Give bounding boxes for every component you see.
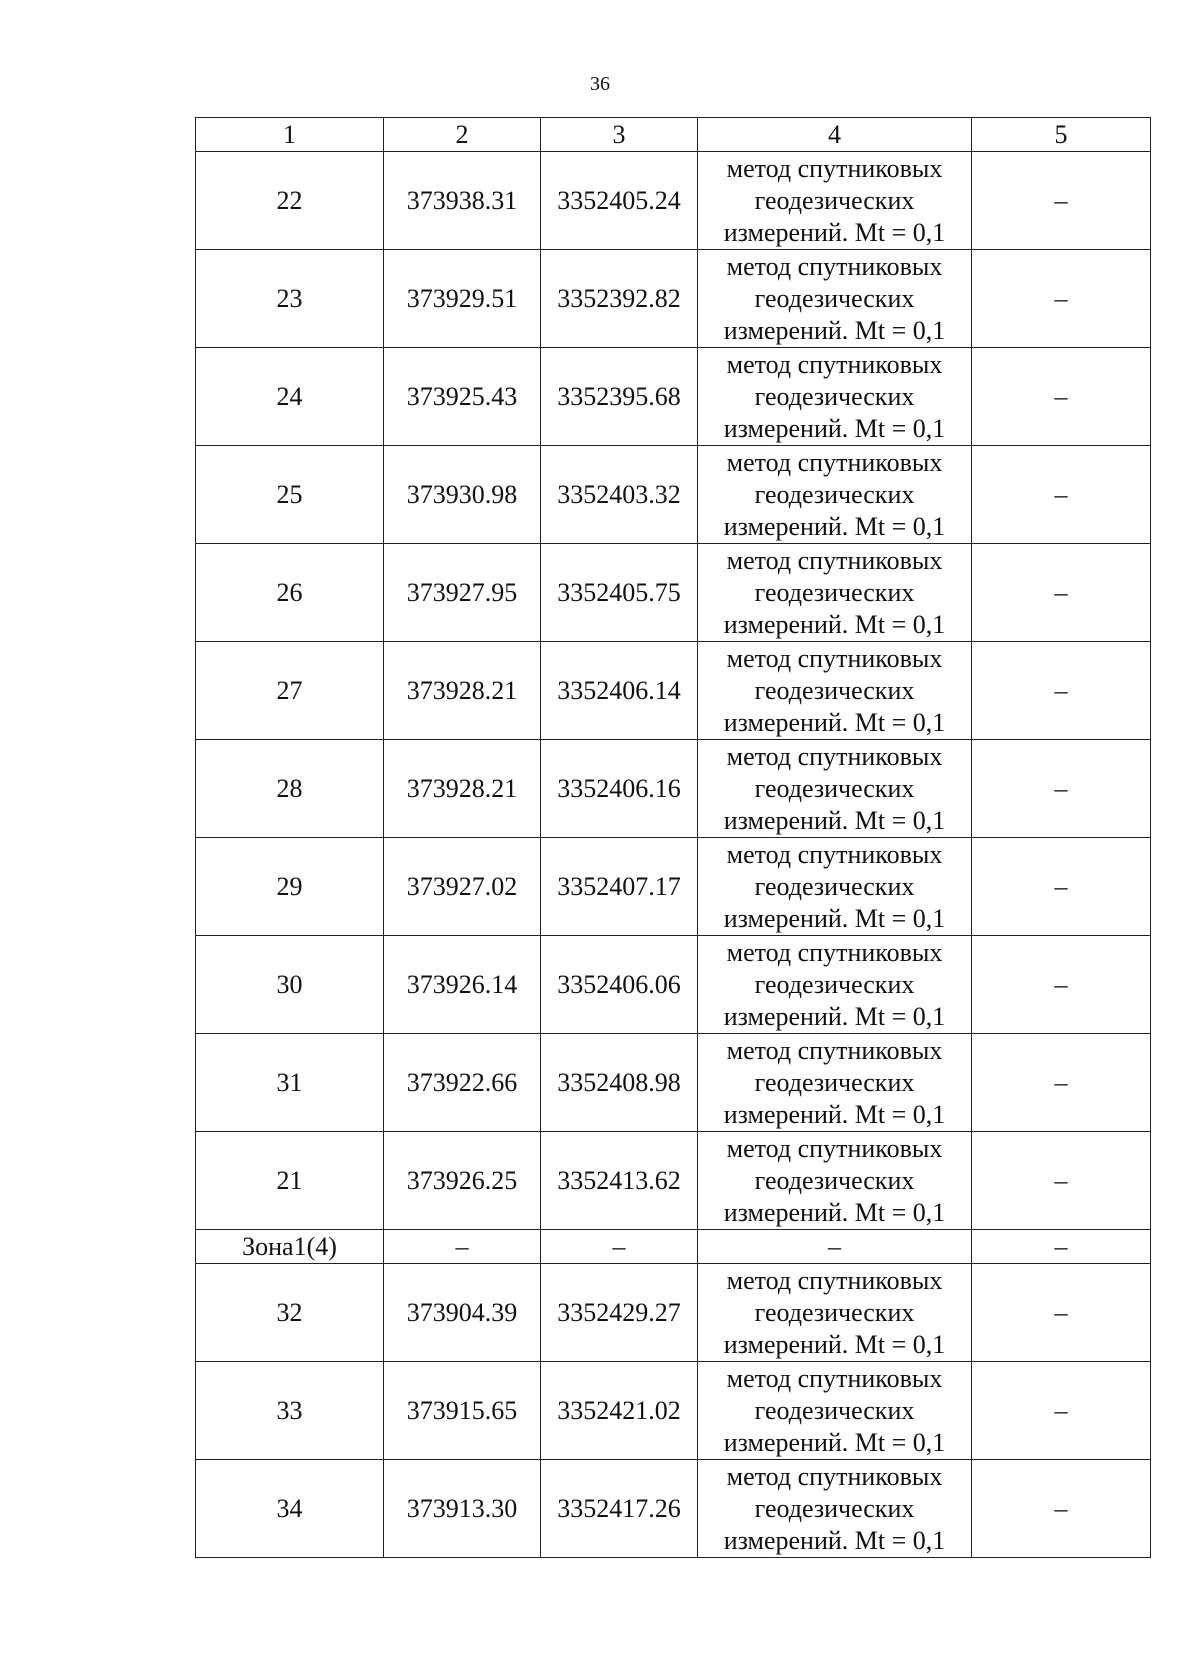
y-coordinate-cell: 3352408.98 [541, 1034, 698, 1132]
note-cell: – [972, 1034, 1151, 1132]
coordinates-table [195, 117, 1151, 1558]
header-cell-3: 3 [541, 118, 698, 152]
table-row [196, 642, 1151, 740]
y-coordinate-cell: 3352395.68 [541, 348, 698, 446]
point-cell: 32 [196, 1264, 384, 1362]
point-cell: 25 [196, 446, 384, 544]
point-cell: 24 [196, 348, 384, 446]
y-coordinate-cell: 3352417.26 [541, 1460, 698, 1558]
x-coordinate-cell: 373913.30 [384, 1460, 541, 1558]
method-cell: метод спутниковых геодезических измерений. Mt = 0,1 [698, 250, 972, 348]
y-coordinate-cell: 3352406.06 [541, 936, 698, 1034]
table-row [196, 838, 1151, 936]
point-cell: 30 [196, 936, 384, 1034]
note-cell: – [972, 740, 1151, 838]
y-coordinate-cell: 3352407.17 [541, 838, 698, 936]
point-cell: 29 [196, 838, 384, 936]
note-cell: – [972, 936, 1151, 1034]
method-cell: метод спутниковых геодезических измерений. Mt = 0,1 [698, 1264, 972, 1362]
method-cell: метод спутниковых геодезических измерений. Mt = 0,1 [698, 1460, 972, 1558]
y-coordinate-cell: 3352406.16 [541, 740, 698, 838]
table-row [196, 152, 1151, 250]
note-cell: – [972, 1264, 1151, 1362]
header-cell-5: 5 [972, 118, 1151, 152]
table-row [196, 1132, 1151, 1230]
point-cell: 22 [196, 152, 384, 250]
note-cell: – [972, 544, 1151, 642]
note-cell: – [972, 348, 1151, 446]
method-cell: метод спутниковых геодезических измерений. Mt = 0,1 [698, 152, 972, 250]
header-cell-2: 2 [384, 118, 541, 152]
table-row [196, 1460, 1151, 1558]
note-cell: – [972, 1460, 1151, 1558]
x-coordinate-cell: 373938.31 [384, 152, 541, 250]
point-cell: Зона1(4) [196, 1230, 384, 1264]
note-cell: – [972, 152, 1151, 250]
point-cell: 21 [196, 1132, 384, 1230]
method-cell: метод спутниковых геодезических измерений. Mt = 0,1 [698, 348, 972, 446]
x-coordinate-cell: 373925.43 [384, 348, 541, 446]
y-coordinate-cell: 3352405.75 [541, 544, 698, 642]
x-coordinate-cell: 373929.51 [384, 250, 541, 348]
note-cell: – [972, 1230, 1151, 1264]
table-row [196, 1362, 1151, 1460]
table-row [196, 1034, 1151, 1132]
table-body [196, 152, 1151, 1558]
note-cell: – [972, 838, 1151, 936]
y-coordinate-cell: 3352405.24 [541, 152, 698, 250]
x-coordinate-cell: 373904.39 [384, 1264, 541, 1362]
y-coordinate-cell: 3352392.82 [541, 250, 698, 348]
point-cell: 28 [196, 740, 384, 838]
method-cell: метод спутниковых геодезических измерений. Mt = 0,1 [698, 544, 972, 642]
table-row [196, 1264, 1151, 1362]
table-header-row [196, 118, 1151, 152]
x-coordinate-cell: 373930.98 [384, 446, 541, 544]
point-cell: 27 [196, 642, 384, 740]
table-row [196, 348, 1151, 446]
y-coordinate-cell: 3352421.02 [541, 1362, 698, 1460]
note-cell: – [972, 1132, 1151, 1230]
x-coordinate-cell: 373927.02 [384, 838, 541, 936]
y-coordinate-cell: 3352403.32 [541, 446, 698, 544]
method-cell: метод спутниковых геодезических измерений. Mt = 0,1 [698, 838, 972, 936]
x-coordinate-cell: 373927.95 [384, 544, 541, 642]
y-coordinate-cell: – [541, 1230, 698, 1264]
method-cell: метод спутниковых геодезических измерений. Mt = 0,1 [698, 642, 972, 740]
x-coordinate-cell: 373928.21 [384, 642, 541, 740]
point-cell: 33 [196, 1362, 384, 1460]
header-cell-1: 1 [196, 118, 384, 152]
method-cell: метод спутниковых геодезических измерений. Mt = 0,1 [698, 1362, 972, 1460]
note-cell: – [972, 1362, 1151, 1460]
y-coordinate-cell: 3352429.27 [541, 1264, 698, 1362]
method-cell: метод спутниковых геодезических измерений. Mt = 0,1 [698, 740, 972, 838]
header-cell-4: 4 [698, 118, 972, 152]
x-coordinate-cell: 373928.21 [384, 740, 541, 838]
x-coordinate-cell: 373922.66 [384, 1034, 541, 1132]
table-row [196, 936, 1151, 1034]
point-cell: 26 [196, 544, 384, 642]
note-cell: – [972, 250, 1151, 348]
table-row [196, 446, 1151, 544]
method-cell: метод спутниковых геодезических измерений. Mt = 0,1 [698, 936, 972, 1034]
note-cell: – [972, 642, 1151, 740]
note-cell: – [972, 446, 1151, 544]
table-row [196, 544, 1151, 642]
zone-row [196, 1230, 1151, 1264]
method-cell: – [698, 1230, 972, 1264]
y-coordinate-cell: 3352406.14 [541, 642, 698, 740]
table-row [196, 740, 1151, 838]
x-coordinate-cell: 373926.14 [384, 936, 541, 1034]
method-cell: метод спутниковых геодезических измерений. Mt = 0,1 [698, 1034, 972, 1132]
page-number: 36 [590, 73, 610, 95]
x-coordinate-cell: 373926.25 [384, 1132, 541, 1230]
point-cell: 34 [196, 1460, 384, 1558]
table-row [196, 250, 1151, 348]
x-coordinate-cell: – [384, 1230, 541, 1264]
method-cell: метод спутниковых геодезических измерений. Mt = 0,1 [698, 446, 972, 544]
point-cell: 31 [196, 1034, 384, 1132]
point-cell: 23 [196, 250, 384, 348]
x-coordinate-cell: 373915.65 [384, 1362, 541, 1460]
method-cell: метод спутниковых геодезических измерений. Mt = 0,1 [698, 1132, 972, 1230]
y-coordinate-cell: 3352413.62 [541, 1132, 698, 1230]
